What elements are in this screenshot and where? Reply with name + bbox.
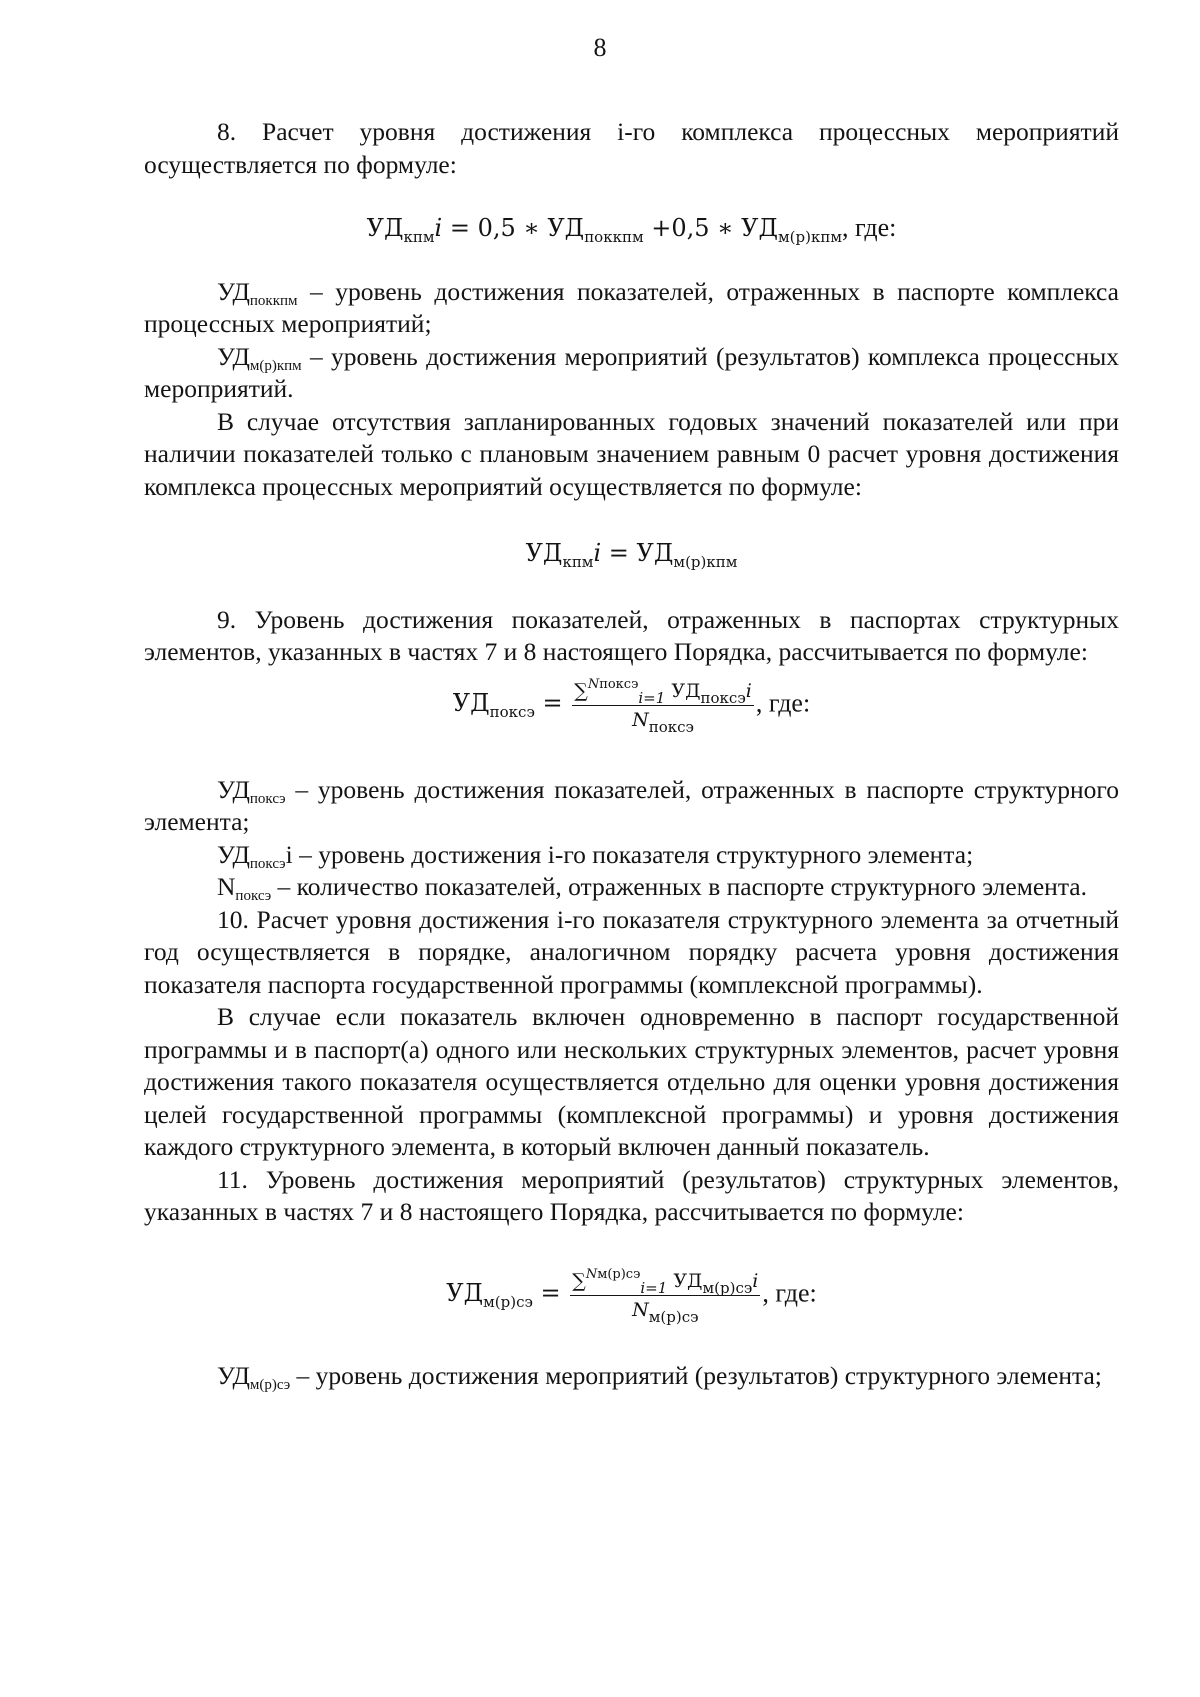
denominator-subscript: поксэ [648, 717, 694, 736]
formula-ud-kpm-alt-expression [525, 539, 738, 571]
definition-term-subscript: поксэ [249, 790, 286, 807]
sum-lower-limit: i=1 [638, 688, 666, 707]
denominator-n: N [632, 708, 649, 731]
formula-poksse-subscript: поксэ [489, 702, 535, 721]
formula-plus-coefficient: +0,5 ∗ [643, 214, 742, 242]
definition-text: – уровень достижения мероприятий (результатов) структурного элемента; [290, 1360, 1102, 1390]
sum-lower-limit: i=1 [640, 1278, 668, 1297]
sum-sign: ∑ [574, 679, 588, 702]
definition-term-subscript: поксэ [249, 855, 286, 872]
formula-where-label: , где: [762, 1277, 817, 1307]
paragraph-10: 10. Расчет уровня достижения i-го показателя структурного элемента за отчетный год осуществляется в порядке, аналогичном порядку расчета уровня достижения показателя паспорта государственной программы (комплексной программы). [144, 904, 1119, 999]
formula-ud-mrse [144, 1267, 1119, 1324]
formula-ud-symbol: УД [446, 1278, 484, 1307]
numerator-ud-symbol: УД [673, 1269, 703, 1292]
definition-n-poksse [144, 871, 1119, 904]
denominator-subscript: м(р)сэ [648, 1307, 699, 1326]
definition-term: УД [217, 1360, 250, 1390]
definition-term: УД [217, 774, 250, 804]
numerator-index-i: i [752, 1269, 759, 1292]
definition-term: N [217, 872, 236, 901]
fraction-numerator [572, 677, 754, 706]
formula-ud-kpm [144, 212, 1119, 245]
paragraph-case: В случае если показатель включен одновременно в паспорт государственной программы и в паспорт(а) одного или нескольких структурных элементов, расчет уровня достижения такого показателя осуществляется отдельно для оценки уровня достижения целей государственной программы (комплексной программы) и уровня достижения каждого структурного элемента, в который включен данный показатель. [144, 1002, 1119, 1161]
numerator-subscript: поксэ [700, 688, 746, 707]
denominator-n: N [632, 1298, 649, 1321]
definition-ud-mrse [144, 1360, 1119, 1393]
definition-text: – уровень достижения показателей, отраженных в паспорте комплекса процессных мероприятий; [144, 276, 1119, 338]
formula-ud-kpm-alt [144, 537, 1119, 570]
paragraph-11: 11. Уровень достижения мероприятий (результатов) структурных элементов, указанных в частях 7 и 8 настоящего Порядка, рассчитывается по формуле: [144, 1164, 1119, 1226]
formula-pokkpm-subscript: поккпм [584, 228, 644, 246]
formula-ud-symbol: УД [366, 214, 404, 242]
formula-where-label: , где: [755, 687, 811, 717]
page-number: 8 [593, 33, 607, 62]
formula-where-label: , где: [842, 213, 897, 242]
formula-ud-symbol: УД [452, 688, 490, 717]
definition-term-subscript: поккпм [249, 292, 298, 309]
fraction-denominator [572, 706, 754, 734]
formula-index-i: i [434, 214, 443, 242]
sum-upper-limit [588, 677, 639, 692]
formula-kpm-subscript: кпм [403, 228, 435, 246]
paragraph-no-plan: В случае отсутствия запланированных годовых значений показателей или при наличии показателей только с плановым значением равным 0 расчет уровня достижения комплекса процессных мероприятий осуществляется по формуле: [144, 406, 1119, 501]
paragraph-8-intro: 8. Расчет уровня достижения i-го комплекса процессных мероприятий осуществляется по формуле: [144, 117, 1119, 179]
paragraph-9: 9. Уровень достижения показателей, отраженных в паспортах структурных элементов, указанных в частях 7 и 8 настоящего Порядка, рассчитывается по формуле: [144, 604, 1119, 666]
sum-upper-n: N [587, 676, 600, 692]
sum-upper-n-subscript: поксэ [599, 676, 639, 692]
formula-ud-poksse-lhs [452, 688, 571, 721]
numerator-subscript: м(р)сэ [702, 1278, 753, 1297]
formula-fraction [570, 1267, 760, 1324]
numerator-ud-symbol: УД [671, 679, 701, 702]
definition-text: – количество показателей, отраженных в паспорте структурного элемента. [271, 872, 1087, 901]
formula-ud-symbol: УД [636, 539, 674, 567]
definition-term-subscript: поксэ [235, 888, 272, 904]
definition-text: – уровень достижения мероприятий (результатов) комплекса процессных мероприятий. [144, 341, 1119, 403]
fraction-denominator [570, 1296, 760, 1324]
definition-ud-poksse [144, 774, 1119, 839]
formula-mrse-subscript: м(р)сэ [483, 1292, 533, 1311]
formula-ud-poksse [144, 677, 1119, 734]
sum-upper-n-subscript: м(р)сэ [597, 1266, 641, 1282]
definition-ud-poksse-i [144, 839, 1119, 872]
formula-equals: = [534, 688, 571, 717]
definition-term-subscript: м(р)сэ [249, 1376, 291, 1393]
formula-ud-kpm-expression [366, 214, 842, 246]
sum-upper-limit [586, 1267, 641, 1282]
formula-fraction [572, 677, 754, 734]
definition-ud-mrkpm [144, 341, 1119, 406]
formula-ud-symbol: УД [741, 214, 778, 242]
fraction-numerator [570, 1267, 760, 1296]
formula-equals-coefficient: = 0,5 ∗ [442, 214, 548, 242]
formula-ud-symbol: УД [547, 214, 585, 242]
formula-ud-mrse-lhs [446, 1278, 569, 1311]
definition-term: УД [217, 341, 250, 371]
sum-sign: ∑ [572, 1269, 586, 1292]
formula-mrkpm-subscript: м(р)кпм [673, 553, 738, 571]
numerator-index-i: i [745, 679, 752, 702]
definition-ud-pokkpm [144, 276, 1119, 341]
definition-text: i – уровень достижения i-го показателя структурного элемента; [285, 839, 974, 869]
formula-mrkpm-subscript: м(р)кпм [777, 228, 842, 246]
definition-term: УД [217, 839, 250, 869]
formula-equals: = [532, 1278, 569, 1307]
sum-upper-n: N [585, 1266, 598, 1282]
formula-kpm-subscript: кпм [562, 553, 594, 571]
formula-ud-symbol: УД [525, 539, 563, 567]
definition-term: УД [217, 276, 250, 306]
formula-index-i: i [593, 539, 602, 567]
definition-term-subscript: м(р)кпм [249, 357, 302, 374]
page-content [144, 116, 1119, 1392]
formula-equals: = [601, 539, 637, 567]
definition-text: – уровень достижения показателей, отраженных в паспорте структурного элемента; [144, 774, 1119, 836]
